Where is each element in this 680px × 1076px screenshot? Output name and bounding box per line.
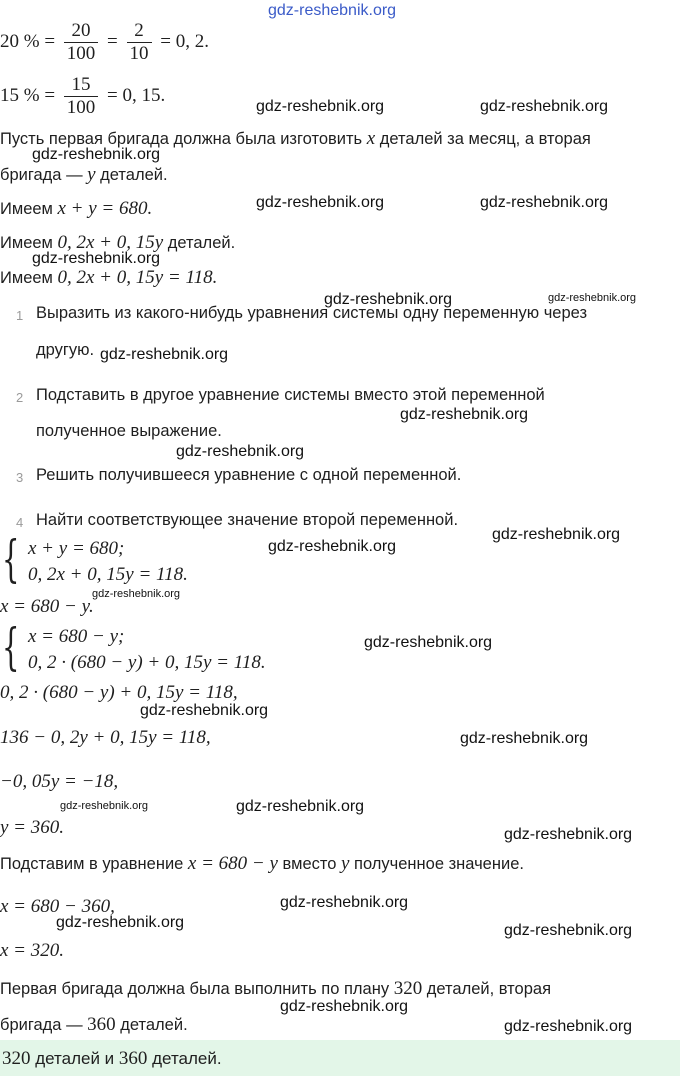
solve-line-4: y = 360.: [0, 817, 65, 838]
number: 320: [2, 1048, 31, 1069]
system-brace: {: [2, 530, 20, 588]
have-label: Имеем: [0, 234, 58, 252]
have-label: Имеем: [0, 200, 58, 218]
watermark: gdz-reshebnik.org: [280, 998, 409, 1015]
conclusion-text: Первая бригада должна была выполнить по плану: [0, 980, 394, 998]
var-y: y: [341, 853, 350, 874]
conclusion-text: деталей, вторая: [422, 980, 552, 998]
watermark: gdz-reshebnik.org: [100, 346, 229, 363]
x-expression: x = 680 − y.: [0, 596, 94, 617]
watermark: gdz-reshebnik.org: [364, 634, 493, 651]
substitute-text: вместо: [277, 855, 342, 873]
step-3-line: Решить получившееся уравнение с одной переменной.: [36, 466, 462, 484]
step-2-line-2: полученное выражение.: [36, 422, 222, 440]
watermark: gdz-reshebnik.org: [236, 798, 365, 815]
answer-box: [0, 1040, 680, 1076]
step-4-line: Найти соответствующее значение второй переменной.: [36, 511, 459, 529]
intro-text: деталей.: [95, 166, 168, 184]
watermark: gdz-reshebnik.org: [480, 194, 609, 211]
fraction-15-100: [64, 74, 99, 119]
substitute-text: полученное значение.: [349, 855, 524, 873]
conclusion-line-2: [0, 1014, 188, 1036]
watermark: gdz-reshebnik.org: [460, 730, 589, 747]
watermark: gdz-reshebnik.org: [324, 291, 453, 308]
system-brace: {: [2, 618, 20, 676]
equation: 0, 2x + 0, 15y = 118.: [57, 267, 218, 288]
watermark: gdz-reshebnik.org: [268, 538, 397, 555]
answer-text: [2, 1048, 222, 1070]
step-number: 4: [16, 515, 24, 530]
intro-text: деталей за месяц, а вторая: [375, 130, 591, 148]
step-1-line-1: Выразить из какого-нибудь уравнения системы одну переменную через: [36, 304, 588, 322]
system-1-eq-2: 0, 2x + 0, 15y = 118.: [28, 564, 188, 585]
number: 360: [118, 1048, 148, 1069]
step-number: 1: [16, 308, 24, 323]
fraction-2-10: [127, 20, 152, 65]
var-x: x: [366, 128, 376, 149]
step-number: 3: [16, 470, 24, 485]
watermark: gdz-reshebnik.org: [256, 98, 385, 115]
watermark: gdz-reshebnik.org: [548, 292, 637, 304]
step-2-line-1: Подставить в другое уравнение системы вместо этой переменной: [36, 386, 545, 404]
denominator: 10: [129, 43, 149, 64]
watermark: gdz-reshebnik.org: [504, 826, 633, 843]
solve-line-3: −0, 05y = −18,: [0, 771, 119, 792]
have-suffix: деталей.: [163, 234, 236, 252]
substitute-line: [0, 853, 524, 875]
watermark: gdz-reshebnik.org: [60, 800, 149, 812]
equation: 0, 2x + 0, 15y: [57, 232, 164, 253]
number: 320: [393, 978, 423, 999]
watermark: gdz-reshebnik.org: [480, 98, 609, 115]
substitute-text: Подставим в уравнение: [0, 855, 188, 873]
numerator: 20: [64, 20, 99, 43]
watermark: gdz-reshebnik.org: [256, 194, 385, 211]
system-1-eq-1: x + y = 680;: [28, 538, 125, 559]
denominator: 100: [66, 43, 96, 64]
watermark: gdz-reshebnik.org: [140, 702, 269, 719]
x-solve-line-1: x = 680 − 360,: [0, 896, 115, 917]
watermark: gdz-reshebnik.org: [492, 526, 621, 543]
system-2-eq-2: 0, 2 · (680 − y) + 0, 15y = 118.: [28, 652, 266, 673]
watermark: gdz-reshebnik.org: [56, 914, 185, 931]
watermark: gdz-reshebnik.org: [400, 406, 529, 423]
fraction-20-100: [64, 20, 99, 65]
watermark: gdz-reshebnik.org: [176, 443, 305, 460]
step-number: 2: [16, 390, 24, 405]
equation: x = 680 − y: [187, 853, 278, 874]
solve-line-2: 136 − 0, 2y + 0, 15y = 118,: [0, 727, 211, 748]
intro-text: Пусть первая бригада должна была изготовить: [0, 130, 367, 148]
conclusion-text: бригада —: [0, 1016, 88, 1034]
top-watermark[interactable]: gdz-reshebnik.org: [268, 2, 397, 19]
watermark: gdz-reshebnik.org: [92, 588, 181, 600]
number: 360: [87, 1014, 116, 1035]
watermark: gdz-reshebnik.org: [504, 1018, 633, 1035]
numerator: 15: [64, 74, 99, 97]
system-2-eq-1: x = 680 − y;: [28, 626, 125, 647]
intro-text: бригада —: [0, 166, 88, 184]
percent-15-line: [0, 74, 165, 119]
have-line-1: [0, 198, 152, 220]
step-1-line-2: другую.: [36, 341, 95, 359]
conclusion-text: деталей.: [115, 1016, 188, 1034]
equation: x + y = 680.: [57, 198, 153, 219]
conclusion-line-1: [0, 978, 551, 1000]
watermark: gdz-reshebnik.org: [32, 146, 161, 163]
answer-label: деталей.: [147, 1049, 222, 1068]
percent-20-lhs: 20 % =: [0, 30, 56, 52]
numerator: 2: [127, 20, 152, 43]
watermark: gdz-reshebnik.org: [280, 894, 409, 911]
denominator: 100: [66, 97, 96, 118]
percent-15-rhs: = 0, 15.: [107, 84, 166, 106]
have-label: Имеем: [0, 269, 58, 287]
watermark: gdz-reshebnik.org: [32, 250, 161, 267]
equals-sign: =: [107, 30, 118, 52]
var-y: y: [87, 164, 96, 185]
percent-15-lhs: 15 % =: [0, 84, 56, 106]
percent-20-rhs: = 0, 2.: [160, 30, 209, 52]
have-line-3: [0, 267, 217, 289]
percent-20-line: [0, 20, 209, 65]
x-solve-line-2: x = 320.: [0, 940, 65, 961]
watermark: gdz-reshebnik.org: [504, 922, 633, 939]
answer-label: деталей и: [30, 1049, 119, 1068]
solve-line-1: 0, 2 · (680 − y) + 0, 15y = 118,: [0, 682, 238, 703]
intro-line-2: [0, 164, 168, 186]
